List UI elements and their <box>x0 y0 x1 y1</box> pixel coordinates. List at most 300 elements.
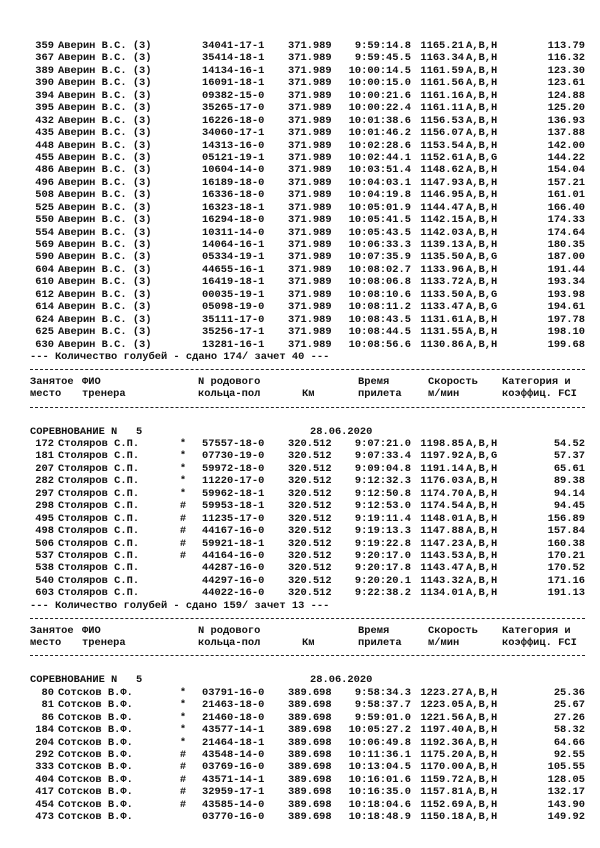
cell-name: Сотсков В.Ф. <box>58 786 133 799</box>
cell-time: 10:08:56.6 <box>348 338 411 351</box>
cell-speed: 1133.50 <box>420 288 464 301</box>
cell-km: 320.512 <box>288 562 332 575</box>
table-row <box>30 749 585 761</box>
table-row <box>30 65 585 77</box>
cell-time: 10:01:46.2 <box>348 127 411 140</box>
header-category: Категория и <box>502 375 571 388</box>
cell-speed: 1148.01 <box>420 512 464 525</box>
cell-cat: A,B,H <box>466 562 498 575</box>
cell-ring: 44167-16-0 <box>202 525 265 538</box>
cell-fci: 137.88 <box>547 127 585 140</box>
cell-cat: A,B,H <box>466 127 498 140</box>
cell-fci: 191.13 <box>547 587 585 600</box>
table-row <box>30 276 585 288</box>
cell-ring: 57557-18-0 <box>202 438 265 450</box>
cell-speed: 1161.56 <box>420 77 464 90</box>
header-time: Время <box>358 375 390 388</box>
cell-km: 320.512 <box>288 525 332 538</box>
cell-time: 10:05:43.5 <box>348 226 411 239</box>
cell-name: Аверин В.С. (3) <box>58 64 152 77</box>
cell-mark: # <box>179 761 187 774</box>
table-row <box>30 301 585 313</box>
cell-mark: * <box>179 475 187 488</box>
cell-time: 10:08:06.8 <box>348 276 411 289</box>
cell-km: 320.512 <box>288 450 332 463</box>
cell-cat: A,B,H <box>466 176 498 189</box>
cell-place: 359 <box>35 40 54 52</box>
cell-mark: # <box>179 537 187 550</box>
cell-place: 554 <box>35 226 54 239</box>
cell-speed: 1143.47 <box>420 562 464 575</box>
cell-km: 320.512 <box>288 512 332 525</box>
cell-name: Столяров С.П. <box>58 475 140 488</box>
cell-time: 9:07:33.4 <box>354 450 411 463</box>
cell-mark: # <box>179 748 187 761</box>
divider <box>30 649 585 661</box>
cell-cat: A,B,H <box>466 798 498 811</box>
cell-km: 389.698 <box>288 699 332 712</box>
table-row <box>30 127 585 139</box>
cell-name: Аверин В.С. (3) <box>58 276 152 289</box>
cell-ring: 13281-16-1 <box>202 338 265 351</box>
cell-cat: A,B,H <box>466 313 498 326</box>
cell-mark: * <box>179 736 187 749</box>
cell-time: 9:12:53.0 <box>354 500 411 513</box>
cell-cat: A,B,H <box>466 201 498 214</box>
cell-place: 624 <box>35 313 54 326</box>
cell-speed: 1133.47 <box>420 301 464 314</box>
cell-mark: * <box>179 686 187 699</box>
cell-place: 537 <box>35 549 54 562</box>
cell-cat: A,B,H <box>466 164 498 177</box>
cell-km: 371.989 <box>288 189 332 202</box>
cell-ring: 16336-18-0 <box>202 189 265 202</box>
cell-ring: 43548-14-0 <box>202 748 265 761</box>
cell-fci: 193.98 <box>547 288 585 301</box>
cell-cat: A,B,H <box>466 761 498 774</box>
header-fio: ФИО <box>82 375 101 388</box>
table-header-row-1 <box>30 625 585 637</box>
cell-mark: * <box>179 724 187 737</box>
header-place-2: место <box>30 637 62 649</box>
cell-place: 486 <box>35 164 54 177</box>
cell-ring: 10311-14-0 <box>202 226 265 239</box>
cell-place: 496 <box>35 176 54 189</box>
cell-km: 371.989 <box>288 313 332 326</box>
cell-speed: 1131.61 <box>420 313 464 326</box>
cell-cat: A,B,H <box>466 686 498 699</box>
cell-place: 614 <box>35 301 54 314</box>
cell-cat: A,B,H <box>466 549 498 562</box>
cell-speed: 1197.40 <box>420 724 464 737</box>
table-row <box>30 339 585 351</box>
cell-km: 371.989 <box>288 40 332 52</box>
cell-place: 181 <box>35 450 54 463</box>
table-header-row-1 <box>30 376 585 388</box>
cell-place: 495 <box>35 512 54 525</box>
competition-date: 28.06.2020 <box>310 425 373 438</box>
cell-speed: 1174.70 <box>420 487 464 500</box>
cell-km: 389.698 <box>288 786 332 799</box>
cell-speed: 1157.81 <box>420 786 464 799</box>
cell-cat: A,B,G <box>466 450 498 463</box>
cell-fci: 193.34 <box>547 276 585 289</box>
cell-km: 389.698 <box>288 811 332 824</box>
cell-ring: 59972-18-0 <box>202 462 265 475</box>
cell-cat: A,B,H <box>466 77 498 90</box>
table-row <box>30 500 585 512</box>
cell-time: 10:06:49.8 <box>348 736 411 749</box>
cell-time: 9:20:17.8 <box>354 562 411 575</box>
cell-time: 10:11:36.1 <box>348 748 411 761</box>
cell-ring: 16189-18-0 <box>202 176 265 189</box>
cell-km: 371.989 <box>288 176 332 189</box>
cell-name: Аверин В.С. (3) <box>58 251 152 264</box>
cell-speed: 1192.36 <box>420 736 464 749</box>
cell-time: 10:05:27.2 <box>348 724 411 737</box>
cell-name: Сотсков В.Ф. <box>58 724 133 737</box>
cell-fci: 113.79 <box>547 40 585 52</box>
cell-speed: 1142.03 <box>420 226 464 239</box>
cell-time: 9:19:11.4 <box>354 512 411 525</box>
cell-mark: * <box>179 711 187 724</box>
results-page <box>30 40 585 824</box>
cell-name: Аверин В.С. (3) <box>58 102 152 115</box>
cell-name: Столяров С.П. <box>58 574 140 587</box>
cell-name: Аверин В.С. (3) <box>58 189 152 202</box>
cell-ring: 43571-14-1 <box>202 773 265 786</box>
cell-time: 9:19:22.8 <box>354 537 411 550</box>
cell-cat: A,B,H <box>466 736 498 749</box>
cell-km: 371.989 <box>288 127 332 140</box>
cell-time: 10:08:10.6 <box>348 288 411 301</box>
cell-km: 389.698 <box>288 798 332 811</box>
cell-cat: A,B,H <box>466 438 498 450</box>
cell-ring: 03770-16-0 <box>202 811 265 824</box>
cell-place: 390 <box>35 77 54 90</box>
cell-fci: 136.93 <box>547 114 585 127</box>
table-row <box>30 214 585 226</box>
cell-time: 10:16:35.0 <box>348 786 411 799</box>
cell-ring: 14313-16-0 <box>202 139 265 152</box>
cell-name: Сотсков В.Ф. <box>58 699 133 712</box>
header-ring: N родового <box>198 624 261 637</box>
cell-time: 10:05:41.5 <box>348 214 411 227</box>
cell-ring: 44022-16-0 <box>202 587 265 600</box>
cell-place: 367 <box>35 52 54 65</box>
cell-km: 371.989 <box>288 52 332 65</box>
cell-ring: 10604-14-0 <box>202 164 265 177</box>
cell-fci: 125.20 <box>547 102 585 115</box>
cell-name: Столяров С.П. <box>58 450 140 463</box>
table-row <box>30 251 585 263</box>
cell-fci: 166.40 <box>547 201 585 214</box>
cell-time: 9:12:32.3 <box>354 475 411 488</box>
table-row <box>30 450 585 462</box>
cell-km: 371.989 <box>288 326 332 339</box>
cell-cat: A,B,H <box>466 587 498 600</box>
cell-fci: 154.04 <box>547 164 585 177</box>
cell-fci: 194.61 <box>547 301 585 314</box>
table-row <box>30 164 585 176</box>
cell-km: 320.512 <box>288 574 332 587</box>
cell-speed: 1133.96 <box>420 263 464 276</box>
cell-place: 435 <box>35 127 54 140</box>
cell-fci: 171.16 <box>547 574 585 587</box>
cell-ring: 16091-18-1 <box>202 77 265 90</box>
cell-speed: 1131.55 <box>420 326 464 339</box>
cell-name: Аверин В.С. (3) <box>58 139 152 152</box>
table-row <box>30 774 585 786</box>
cell-km: 371.989 <box>288 102 332 115</box>
table-row <box>30 475 585 487</box>
cell-place: 282 <box>35 475 54 488</box>
cell-place: 207 <box>35 462 54 475</box>
cell-speed: 1221.56 <box>420 711 464 724</box>
cell-speed: 1175.20 <box>420 748 464 761</box>
cell-fci: 116.32 <box>547 52 585 65</box>
cell-km: 320.512 <box>288 587 332 600</box>
cell-name: Аверин В.С. (3) <box>58 77 152 90</box>
cell-place: 389 <box>35 64 54 77</box>
cell-speed: 1159.72 <box>420 773 464 786</box>
cell-cat: A,B,H <box>466 699 498 712</box>
header-category: Категория и <box>502 624 571 637</box>
cell-km: 320.512 <box>288 462 332 475</box>
table-header-row-2 <box>30 388 585 400</box>
header-place: Занятое <box>30 624 74 637</box>
cell-km: 371.989 <box>288 338 332 351</box>
cell-ring: 34041-17-1 <box>202 40 265 52</box>
cell-place: 625 <box>35 326 54 339</box>
cell-mark: * <box>179 450 187 463</box>
header-arrival: прилета <box>358 388 402 401</box>
cell-name: Столяров С.П. <box>58 549 140 562</box>
cell-time: 9:07:21.0 <box>354 438 411 450</box>
cell-mark: * <box>179 487 187 500</box>
cell-time: 10:03:51.4 <box>348 164 411 177</box>
cell-place: 498 <box>35 525 54 538</box>
table-row <box>30 562 585 574</box>
cell-cat: A,B,H <box>466 338 498 351</box>
cell-km: 320.512 <box>288 438 332 450</box>
cell-ring: 34060-17-1 <box>202 127 265 140</box>
cell-ring: 05098-19-0 <box>202 301 265 314</box>
cell-km: 371.989 <box>288 114 332 127</box>
cell-speed: 1191.14 <box>420 462 464 475</box>
cell-cat: A,B,H <box>466 114 498 127</box>
cell-name: Столяров С.П. <box>58 500 140 513</box>
cell-cat: A,B,H <box>466 214 498 227</box>
cell-place: 590 <box>35 251 54 264</box>
table-row <box>30 525 585 537</box>
cell-place: 550 <box>35 214 54 227</box>
cell-name: Столяров С.П. <box>58 525 140 538</box>
cell-cat: A,B,H <box>466 64 498 77</box>
cell-speed: 1198.85 <box>420 438 464 450</box>
cell-fci: 57.37 <box>553 450 585 463</box>
cell-name: Сотсков В.Ф. <box>58 773 133 786</box>
cell-place: 538 <box>35 562 54 575</box>
cell-mark: # <box>179 798 187 811</box>
cell-name: Столяров С.П. <box>58 487 140 500</box>
table-row <box>30 761 585 773</box>
cell-name: Столяров С.П. <box>58 438 140 450</box>
cell-name: Аверин В.С. (3) <box>58 40 152 52</box>
table-row <box>30 102 585 114</box>
cell-place: 172 <box>35 438 54 450</box>
cell-mark: * <box>179 462 187 475</box>
cell-fci: 94.14 <box>553 487 585 500</box>
cell-speed: 1152.61 <box>420 151 464 164</box>
cell-fci: 170.52 <box>547 562 585 575</box>
cell-fci: 143.90 <box>547 798 585 811</box>
cell-km: 389.698 <box>288 686 332 699</box>
cell-name: Аверин В.С. (3) <box>58 52 152 65</box>
table-row <box>30 587 585 599</box>
cell-ring: 14134-16-1 <box>202 64 265 77</box>
cell-time: 9:59:45.5 <box>354 52 411 65</box>
cell-time: 10:07:35.9 <box>348 251 411 264</box>
cell-km: 371.989 <box>288 301 332 314</box>
cell-km: 371.989 <box>288 64 332 77</box>
cell-time: 10:08:02.7 <box>348 263 411 276</box>
cell-fci: 123.61 <box>547 77 585 90</box>
cell-time: 9:58:37.7 <box>354 699 411 712</box>
competition-label: СОРЕВНОВАНИЕ N 5 <box>30 425 143 438</box>
header-speed: Скорость <box>428 624 478 637</box>
cell-name: Аверин В.С. (3) <box>58 127 152 140</box>
cell-ring: 16323-18-1 <box>202 201 265 214</box>
cell-fci: 105.55 <box>547 761 585 774</box>
cell-speed: 1130.86 <box>420 338 464 351</box>
cell-km: 371.989 <box>288 226 332 239</box>
cell-name: Столяров С.П. <box>58 537 140 550</box>
cell-speed: 1161.59 <box>420 64 464 77</box>
cell-time: 9:59:01.0 <box>354 711 411 724</box>
cell-time: 10:05:01.9 <box>348 201 411 214</box>
cell-ring: 32959-17-1 <box>202 786 265 799</box>
cell-place: 81 <box>41 699 54 712</box>
cell-name: Сотсков В.Ф. <box>58 811 133 824</box>
summary-line <box>30 351 585 363</box>
competition-label: СОРЕВНОВАНИЕ N 5 <box>30 674 143 687</box>
cell-km: 389.698 <box>288 761 332 774</box>
cell-cat: A,B,H <box>466 102 498 115</box>
cell-ring: 35265-17-0 <box>202 102 265 115</box>
cell-cat: A,B,H <box>466 189 498 202</box>
cell-fci: 54.52 <box>553 438 585 450</box>
cell-cat: A,B,H <box>466 500 498 513</box>
cell-fci: 199.68 <box>547 338 585 351</box>
cell-fci: 123.30 <box>547 64 585 77</box>
cell-ring: 00035-19-1 <box>202 288 265 301</box>
cell-cat: A,B,H <box>466 711 498 724</box>
cell-fci: 89.38 <box>553 475 585 488</box>
cell-cat: A,B,H <box>466 512 498 525</box>
cell-km: 371.989 <box>288 164 332 177</box>
cell-speed: 1143.32 <box>420 574 464 587</box>
cell-mark: # <box>179 525 187 538</box>
divider <box>30 363 585 375</box>
table-row <box>30 438 585 450</box>
cell-cat: A,B,H <box>466 40 498 52</box>
cell-cat: A,B,H <box>466 263 498 276</box>
cell-ring: 35414-18-1 <box>202 52 265 65</box>
cell-time: 10:04:19.8 <box>348 189 411 202</box>
table-row <box>30 52 585 64</box>
cell-km: 320.512 <box>288 475 332 488</box>
header-trainer: тренера <box>82 388 126 401</box>
table-row <box>30 550 585 562</box>
cell-km: 389.698 <box>288 711 332 724</box>
table-row <box>30 115 585 127</box>
section-sotskov-results <box>30 687 585 824</box>
header-place: Занятое <box>30 375 74 388</box>
cell-fci: 144.22 <box>547 151 585 164</box>
cell-km: 371.989 <box>288 288 332 301</box>
summary-text: --- Количество голубей - сдано 159/ зачет 13 --- <box>30 599 330 612</box>
cell-km: 371.989 <box>288 77 332 90</box>
table-row <box>30 202 585 214</box>
cell-name: Сотсков В.Ф. <box>58 761 133 774</box>
cell-ring: 21460-18-0 <box>202 711 265 724</box>
cell-speed: 1142.15 <box>420 214 464 227</box>
cell-fci: 25.67 <box>553 699 585 712</box>
table-row <box>30 152 585 164</box>
cell-time: 10:18:48.9 <box>348 811 411 824</box>
cell-fci: 92.55 <box>553 748 585 761</box>
cell-name: Сотсков В.Ф. <box>58 711 133 724</box>
cell-fci: 197.78 <box>547 313 585 326</box>
table-row <box>30 289 585 301</box>
cell-time: 10:00:14.5 <box>348 64 411 77</box>
table-row <box>30 575 585 587</box>
header-arrival: прилета <box>358 637 402 649</box>
table-row <box>30 326 585 338</box>
cell-time: 10:08:11.2 <box>348 301 411 314</box>
cell-speed: 1135.50 <box>420 251 464 264</box>
cell-speed: 1143.53 <box>420 549 464 562</box>
cell-ring: 16226-18-0 <box>202 114 265 127</box>
cell-name: Аверин В.С. (3) <box>58 313 152 326</box>
cell-fci: 157.21 <box>547 176 585 189</box>
cell-mark: # <box>179 512 187 525</box>
cell-time: 10:00:21.6 <box>348 89 411 102</box>
cell-place: 86 <box>41 711 54 724</box>
cell-cat: A,B,H <box>466 525 498 538</box>
cell-name: Столяров С.П. <box>58 462 140 475</box>
cell-name: Аверин В.С. (3) <box>58 114 152 127</box>
cell-time: 10:02:44.1 <box>348 151 411 164</box>
cell-place: 298 <box>35 500 54 513</box>
cell-fci: 198.10 <box>547 326 585 339</box>
cell-ring: 11220-17-0 <box>202 475 265 488</box>
table-row <box>30 712 585 724</box>
cell-time: 10:06:33.3 <box>348 239 411 251</box>
cell-km: 371.989 <box>288 251 332 264</box>
cell-cat: A,B,H <box>466 773 498 786</box>
cell-speed: 1163.34 <box>420 52 464 65</box>
cell-place: 630 <box>35 338 54 351</box>
table-row <box>30 239 585 251</box>
cell-ring: 43577-14-1 <box>202 724 265 737</box>
cell-fci: 156.89 <box>547 512 585 525</box>
table-row <box>30 264 585 276</box>
cell-speed: 1156.53 <box>420 114 464 127</box>
cell-cat: A,B,H <box>466 487 498 500</box>
cell-name: Столяров С.П. <box>58 587 140 600</box>
